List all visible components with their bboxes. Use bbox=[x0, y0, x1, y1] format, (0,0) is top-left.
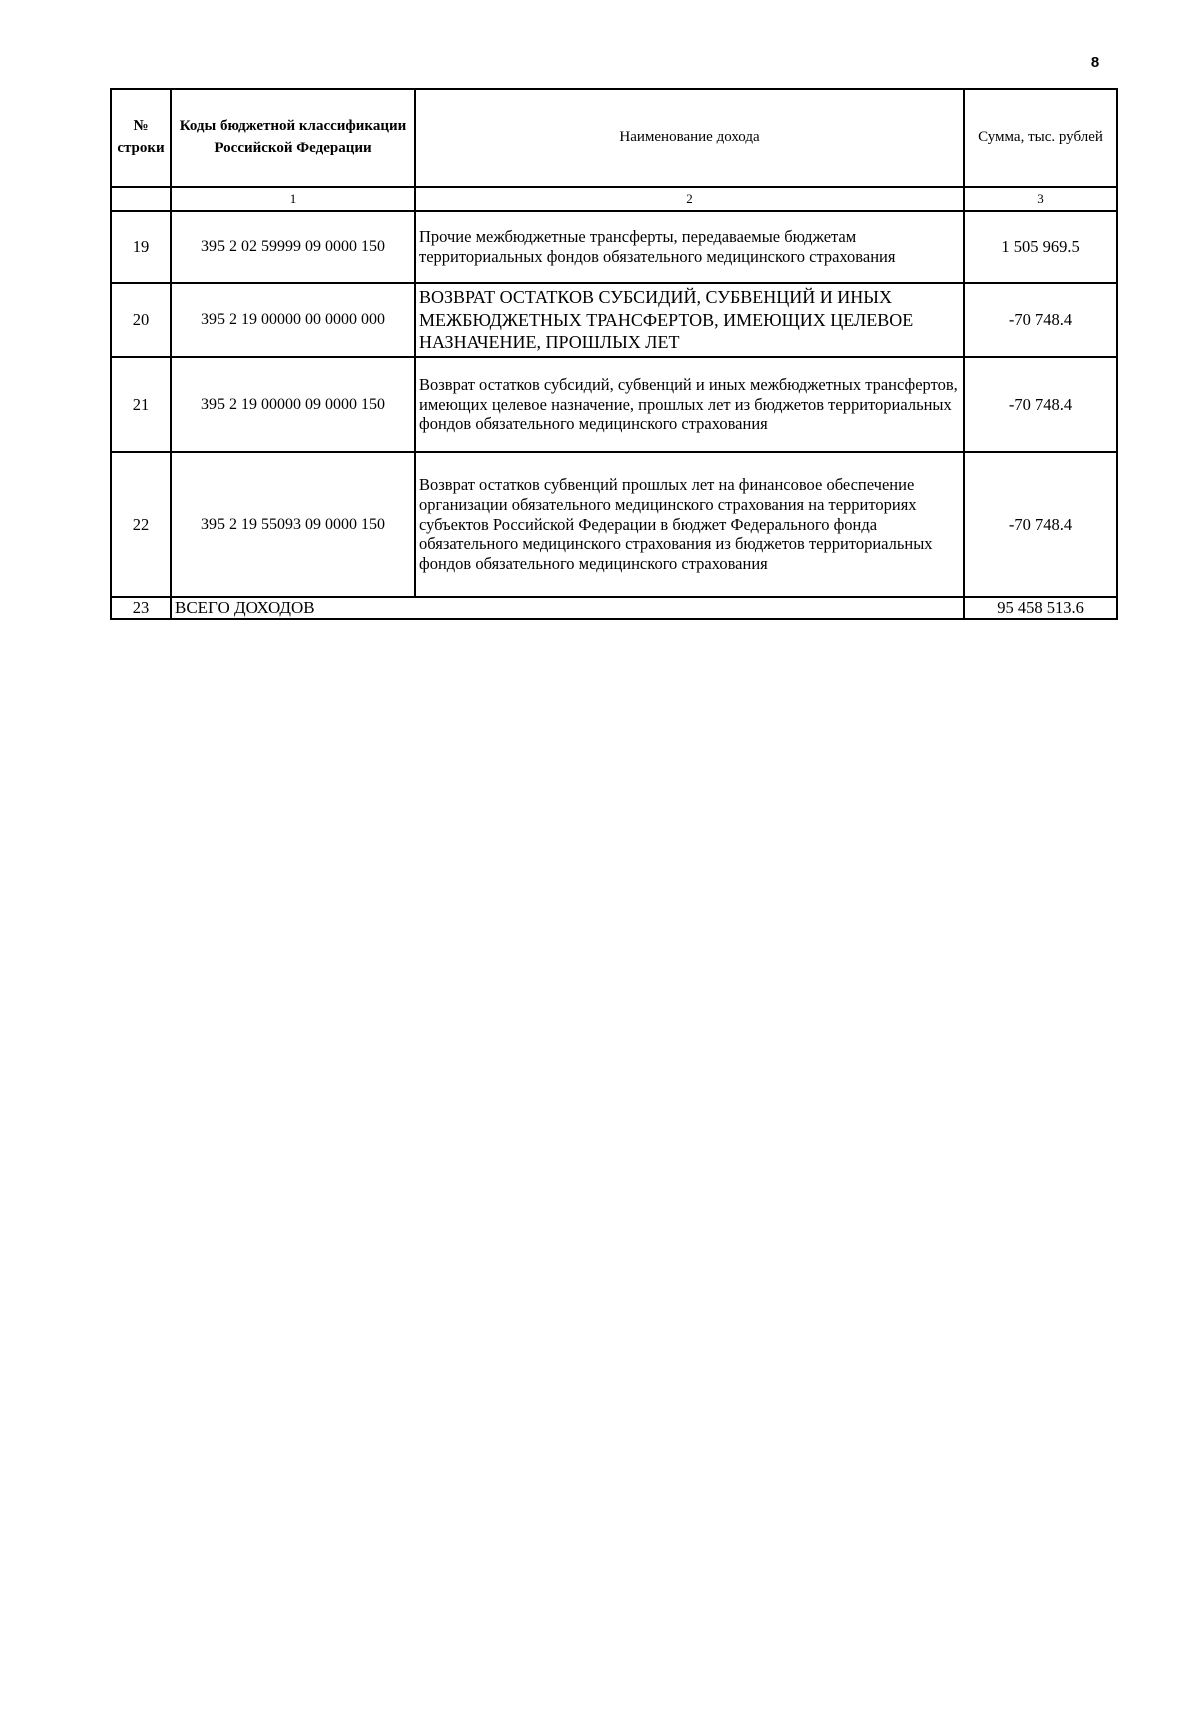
budget-code: 395 2 02 59999 09 0000 150 bbox=[171, 211, 415, 283]
table-row bbox=[111, 452, 1117, 597]
budget-code: 395 2 19 00000 09 0000 150 bbox=[171, 357, 415, 452]
income-sum: -70 748.4 bbox=[964, 452, 1117, 597]
total-sum: 95 458 513.6 bbox=[964, 597, 1117, 619]
row-number: 21 bbox=[111, 357, 171, 452]
table-header-row bbox=[111, 89, 1117, 187]
column-numbers-row bbox=[111, 187, 1117, 211]
column-number: 1 bbox=[171, 187, 415, 211]
total-label: ВСЕГО ДОХОДОВ bbox=[171, 597, 964, 619]
row-number: 22 bbox=[111, 452, 171, 597]
row-number: 20 bbox=[111, 283, 171, 357]
income-name: Возврат остатков субвенций прошлых лет на финансовое обеспечение организации обязательного медицинского страхования на территориях субъектов Российской Федерации в бюджет Федерального фонда обязательного медицинского страхования из бюджетов территориальных фондов обязательного медицинского страхования bbox=[415, 452, 964, 597]
income-table bbox=[110, 88, 1118, 620]
total-row bbox=[111, 597, 1117, 619]
income-sum: -70 748.4 bbox=[964, 283, 1117, 357]
income-sum: -70 748.4 bbox=[964, 357, 1117, 452]
column-number: 3 bbox=[964, 187, 1117, 211]
table-row bbox=[111, 211, 1117, 283]
row-number: 23 bbox=[111, 597, 171, 619]
header-income-name: Наименование дохода bbox=[415, 89, 964, 187]
income-name: Прочие межбюджетные трансферты, передаваемые бюджетам территориальных фондов обязательного медицинского страхования bbox=[415, 211, 964, 283]
header-sum: Сумма, тыс. рублей bbox=[964, 89, 1117, 187]
header-row-number: № строки bbox=[111, 89, 171, 187]
table-row bbox=[111, 357, 1117, 452]
page-number: 8 bbox=[1090, 54, 1100, 71]
income-name: ВОЗВРАТ ОСТАТКОВ СУБСИДИЙ, СУБВЕНЦИЙ И ИНЫХ МЕЖБЮДЖЕТНЫХ ТРАНСФЕРТОВ, ИМЕЮЩИХ ЦЕЛЕВОЕ НАЗНАЧЕНИЕ, ПРОШЛЫХ ЛЕТ bbox=[415, 283, 964, 357]
column-number: 2 bbox=[415, 187, 964, 211]
header-budget-code: Коды бюджетной классификации Российской Федерации bbox=[171, 89, 415, 187]
income-sum: 1 505 969.5 bbox=[964, 211, 1117, 283]
row-number: 19 bbox=[111, 211, 171, 283]
income-name: Возврат остатков субсидий, субвенций и иных межбюджетных трансфертов, имеющих целевое назначение, прошлых лет из бюджетов территориальных фондов обязательного медицинского страхования bbox=[415, 357, 964, 452]
column-number bbox=[111, 187, 171, 211]
budget-code: 395 2 19 55093 09 0000 150 bbox=[171, 452, 415, 597]
table-row bbox=[111, 283, 1117, 357]
budget-code: 395 2 19 00000 00 0000 000 bbox=[171, 283, 415, 357]
